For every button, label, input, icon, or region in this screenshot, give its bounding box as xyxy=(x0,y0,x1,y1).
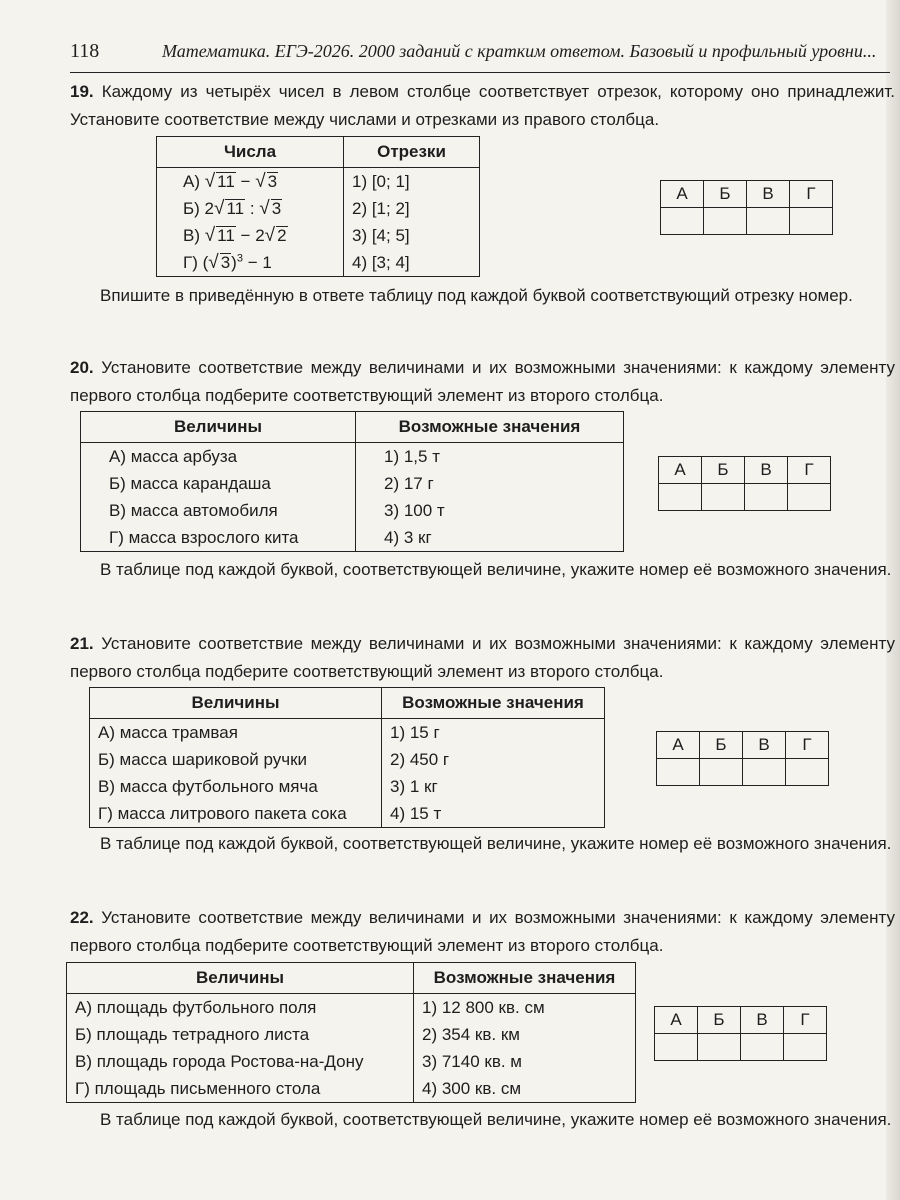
task-19-answer-table xyxy=(660,180,833,235)
task-statement: Каждому из четырёх чисел в левом столбце соответствует отрезок, которому оно принадлежит. Установите соответствие между числами и отрезками из правого столбца. xyxy=(70,82,895,129)
task-19 xyxy=(70,78,895,134)
answer-cell[interactable] xyxy=(661,208,704,235)
col-header-numbers: Числа xyxy=(157,137,344,168)
quantity-item: Г) площадь письменного стола xyxy=(67,1075,414,1103)
quantity-item: В) масса автомобиля xyxy=(81,497,356,524)
answer-cell[interactable] xyxy=(698,1034,741,1061)
task-22-answer-table xyxy=(654,1006,827,1061)
answer-cell[interactable] xyxy=(790,208,833,235)
number-item: А) √ 11 − √ 3 xyxy=(157,168,344,196)
value-item: 1) 12 800 кв. см xyxy=(414,994,636,1022)
segment-item: 4) [3; 4] xyxy=(344,249,480,277)
task-21-instruction-block xyxy=(70,830,895,858)
answer-letter: Г xyxy=(788,457,831,484)
col-header-quantities: Величины xyxy=(67,963,414,994)
answer-cell[interactable] xyxy=(743,759,786,786)
value-item: 4) 300 кв. см xyxy=(414,1075,636,1103)
quantity-item: В) масса футбольного мяча xyxy=(90,773,382,800)
value-item: 4) 15 т xyxy=(382,800,605,828)
quantity-item: А) площадь футбольного поля xyxy=(67,994,414,1022)
answer-letter: Г xyxy=(784,1007,827,1034)
segment-item: 3) [4; 5] xyxy=(344,222,480,249)
quantity-item: Б) площадь тетрадного листа xyxy=(67,1021,414,1048)
answer-cell[interactable] xyxy=(786,759,829,786)
task-number: 22. xyxy=(70,908,94,927)
task-instruction: Впишите в приведённую в ответе таблицу под каждой буквой соответствующий отрезку номер. xyxy=(100,286,853,305)
page-header xyxy=(70,38,890,68)
task-20 xyxy=(70,354,895,410)
answer-cell[interactable] xyxy=(741,1034,784,1061)
value-item: 4) 3 кг xyxy=(356,524,624,552)
col-header-segments: Отрезки xyxy=(344,137,480,168)
header-divider xyxy=(70,72,890,73)
task-19-match-table xyxy=(156,136,480,277)
answer-letter: Б xyxy=(698,1007,741,1034)
task-instruction: В таблице под каждой буквой, соответствующей величине, укажите номер её возможного значения. xyxy=(100,1110,892,1129)
task-number: 20. xyxy=(70,358,94,377)
task-statement: Установите соответствие между величинами и их возможными значениями: к каждому элементу первого столбца подберите соответствующий элемент из второго столбца. xyxy=(70,908,895,955)
task-20-instruction-block xyxy=(70,556,895,584)
quantity-item: Г) масса взрослого кита xyxy=(81,524,356,552)
task-22-match-table xyxy=(66,962,636,1103)
col-header-quantities: Величины xyxy=(81,412,356,443)
answer-letter: В xyxy=(743,732,786,759)
answer-letter: В xyxy=(745,457,788,484)
col-header-values: Возможные значения xyxy=(382,688,605,719)
task-20-match-table xyxy=(80,411,624,552)
number-item: В) √ 11 − 2√ 2 xyxy=(157,222,344,249)
answer-letter: А xyxy=(655,1007,698,1034)
value-item: 2) 450 г xyxy=(382,746,605,773)
task-21-match-table xyxy=(89,687,605,828)
task-22 xyxy=(70,904,895,960)
answer-letter: В xyxy=(747,181,790,208)
page-edge-shadow xyxy=(886,0,900,1200)
col-header-values: Возможные значения xyxy=(356,412,624,443)
quantity-item: А) масса трамвая xyxy=(90,719,382,747)
task-statement: Установите соответствие между величинами и их возможными значениями: к каждому элементу первого столбца подберите соответствующий элемент из второго столбца. xyxy=(70,358,895,405)
answer-cell[interactable] xyxy=(747,208,790,235)
task-22-instruction-block xyxy=(70,1106,895,1134)
value-item: 3) 1 кг xyxy=(382,773,605,800)
value-item: 1) 15 г xyxy=(382,719,605,747)
quantity-item: В) площадь города Ростова-на-Дону xyxy=(67,1048,414,1075)
answer-letter: Б xyxy=(700,732,743,759)
answer-letter: Г xyxy=(786,732,829,759)
value-item: 3) 7140 кв. м xyxy=(414,1048,636,1075)
quantity-item: Б) масса шариковой ручки xyxy=(90,746,382,773)
value-item: 1) 1,5 т xyxy=(356,443,624,471)
task-20-answer-table xyxy=(658,456,831,511)
task-21-answer-table xyxy=(656,731,829,786)
answer-cell[interactable] xyxy=(657,759,700,786)
answer-cell[interactable] xyxy=(788,484,831,511)
task-number: 19. xyxy=(70,82,94,101)
col-header-quantities: Величины xyxy=(90,688,382,719)
number-item: Г) (√ 3)$^3$ − 1 xyxy=(157,249,344,277)
running-title: Математика. ЕГЭ-2026. 2000 заданий с кратким ответом. Базовый и профильный уровни... xyxy=(162,41,877,61)
col-header-values: Возможные значения xyxy=(414,963,636,994)
task-number: 21. xyxy=(70,634,94,653)
answer-letter: Б xyxy=(702,457,745,484)
answer-letter: Б xyxy=(704,181,747,208)
answer-letter: А xyxy=(657,732,700,759)
answer-letter: А xyxy=(659,457,702,484)
answer-cell[interactable] xyxy=(745,484,788,511)
value-item: 3) 100 т xyxy=(356,497,624,524)
answer-cell[interactable] xyxy=(704,208,747,235)
task-instruction: В таблице под каждой буквой, соответствующей величине, укажите номер её возможного значения. xyxy=(100,560,892,579)
answer-cell[interactable] xyxy=(659,484,702,511)
answer-cell[interactable] xyxy=(700,759,743,786)
segment-item: 1) [0; 1] xyxy=(344,168,480,196)
task-statement: Установите соответствие между величинами и их возможными значениями: к каждому элементу первого столбца подберите соответствующий элемент из второго столбца. xyxy=(70,634,895,681)
quantity-item: Б) масса карандаша xyxy=(81,470,356,497)
answer-letter: Г xyxy=(790,181,833,208)
task-instruction: В таблице под каждой буквой, соответствующей величине, укажите номер её возможного значения. xyxy=(100,834,892,853)
segment-item: 2) [1; 2] xyxy=(344,195,480,222)
page-number: 118 xyxy=(70,40,100,62)
value-item: 2) 354 кв. км xyxy=(414,1021,636,1048)
answer-cell[interactable] xyxy=(784,1034,827,1061)
quantity-item: А) масса арбуза xyxy=(81,443,356,471)
answer-letter: А xyxy=(661,181,704,208)
value-item: 2) 17 г xyxy=(356,470,624,497)
answer-cell[interactable] xyxy=(655,1034,698,1061)
quantity-item: Г) масса литрового пакета сока xyxy=(90,800,382,828)
task-21 xyxy=(70,630,895,686)
number-item: Б) 2√ 11 : √ 3 xyxy=(157,195,344,222)
answer-cell[interactable] xyxy=(702,484,745,511)
task-19-instruction-block xyxy=(70,282,895,310)
answer-letter: В xyxy=(741,1007,784,1034)
